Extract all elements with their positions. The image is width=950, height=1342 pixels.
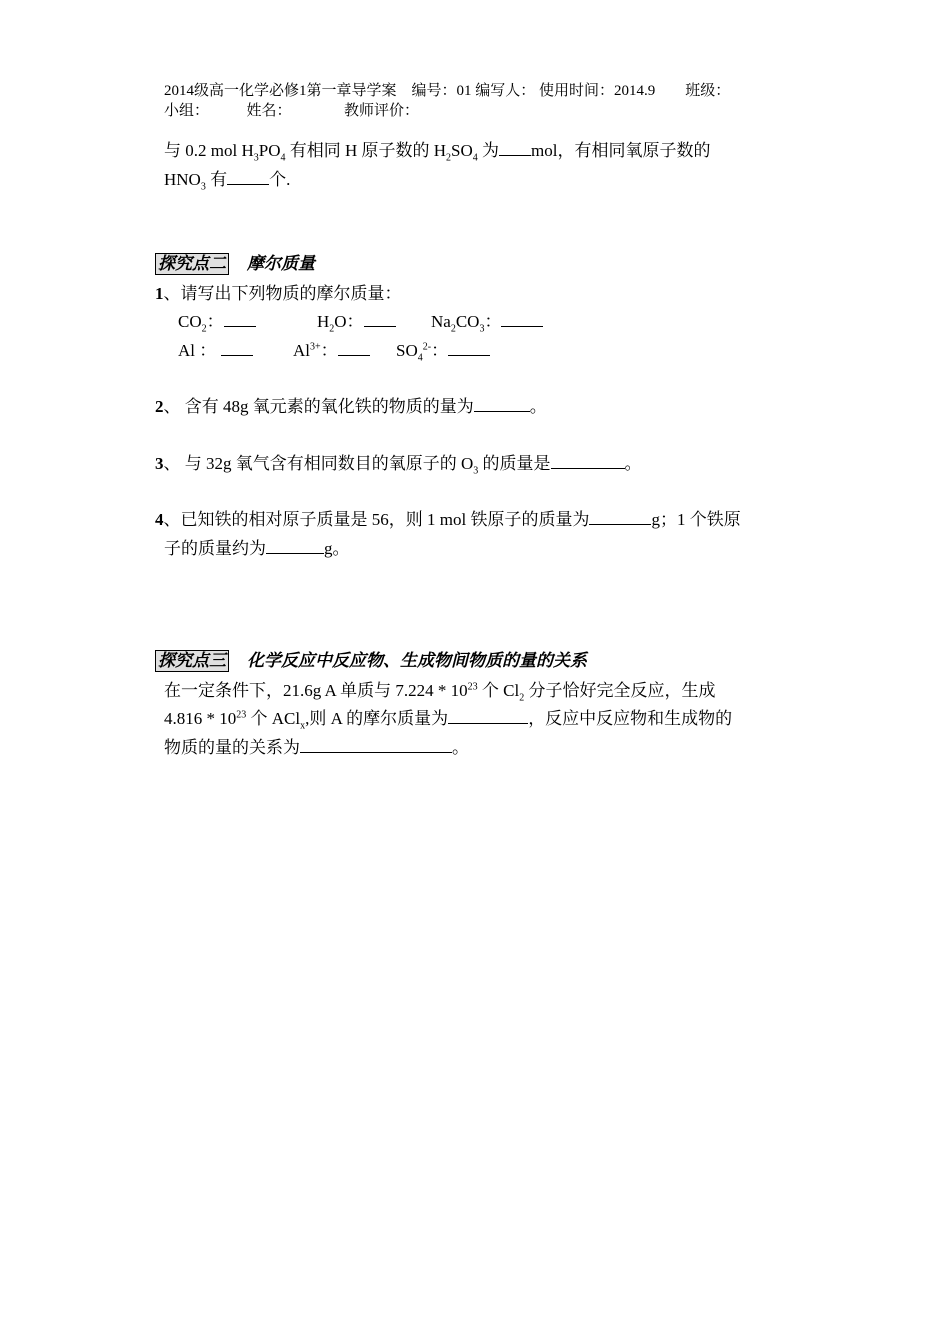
answer-blank[interactable] (589, 509, 651, 525)
section3-label: 探究点三 (155, 650, 229, 672)
q1-row-1: $CO_2$： (178, 307, 256, 332)
q1-h2o: $H_2O$： (317, 307, 396, 332)
answer-blank[interactable] (501, 311, 543, 327)
answer-blank[interactable] (300, 737, 452, 753)
header-line-2: 小组： 姓名： 教师评价： (164, 103, 420, 119)
answer-blank[interactable] (448, 340, 490, 356)
question-3: 3、 与 32g 氧气含有相同数目的氧原子的 $O_3$ 的质量是 。 (155, 454, 642, 477)
section3-line-2: $4.816 * 10^{23}$ 个 ACl$_x$,则 A 的摩尔质量为 ，反应中反应物和生成物的 (164, 709, 733, 732)
answer-blank[interactable] (338, 340, 370, 356)
question-4: 4、已知铁的相对原子质量是 56，则 1 mol 铁原子的质量为 g；1 个铁原 (155, 510, 741, 529)
section3-line-3: 物质的量的关系为 。 (164, 738, 469, 757)
q1-so4: $SO_4^{2-}$： (396, 336, 490, 361)
q1-al: Al ： (178, 336, 253, 361)
answer-blank[interactable] (474, 396, 530, 412)
question-1: 1、请写出下列物质的摩尔质量： (155, 284, 402, 303)
answer-blank[interactable] (221, 340, 253, 356)
header-line-1: 2014级高一化学必修1第一章导学案 编号：01 编写人： 使用时间：2014.9 班级： (164, 83, 731, 99)
section3-title: 化学反应中反应物、生成物间物质的量的关系 (247, 651, 587, 670)
answer-blank[interactable] (551, 453, 625, 469)
q1-al3: $Al^{3+}$： (293, 336, 370, 361)
answer-blank[interactable] (448, 708, 528, 724)
answer-blank[interactable] (364, 311, 396, 327)
section2-label: 探究点二 (155, 253, 229, 275)
q1-na2co3: $Na_2CO_3$： (431, 307, 543, 332)
answer-blank[interactable] (227, 169, 269, 185)
section2-title: 摩尔质量 (247, 254, 315, 273)
question-2: 2、 含有 48g 氧元素的氧化铁的物质的量为 。 (155, 397, 547, 416)
intro-line-2: $HNO_3$ 有 个. (164, 170, 291, 193)
answer-blank[interactable] (224, 311, 256, 327)
answer-blank[interactable] (499, 140, 531, 156)
answer-blank[interactable] (266, 538, 324, 554)
section3-line-1: 在一定条件下，21.6g A 单质与 $7.224 * 10^{23}$ 个 $Cl_2$ 分子恰好完全反应，生成 (164, 681, 716, 704)
question-4-line-2: 子的质量约为 g。 (164, 539, 350, 558)
section2-heading (155, 249, 315, 275)
intro-line-1: 与 0.2 mol $H_3PO_4$ 有相同 H 原子数的 $H_2SO_4$ 为 mol，有相同氧原子数的 (164, 141, 711, 164)
section3-heading (155, 646, 587, 672)
